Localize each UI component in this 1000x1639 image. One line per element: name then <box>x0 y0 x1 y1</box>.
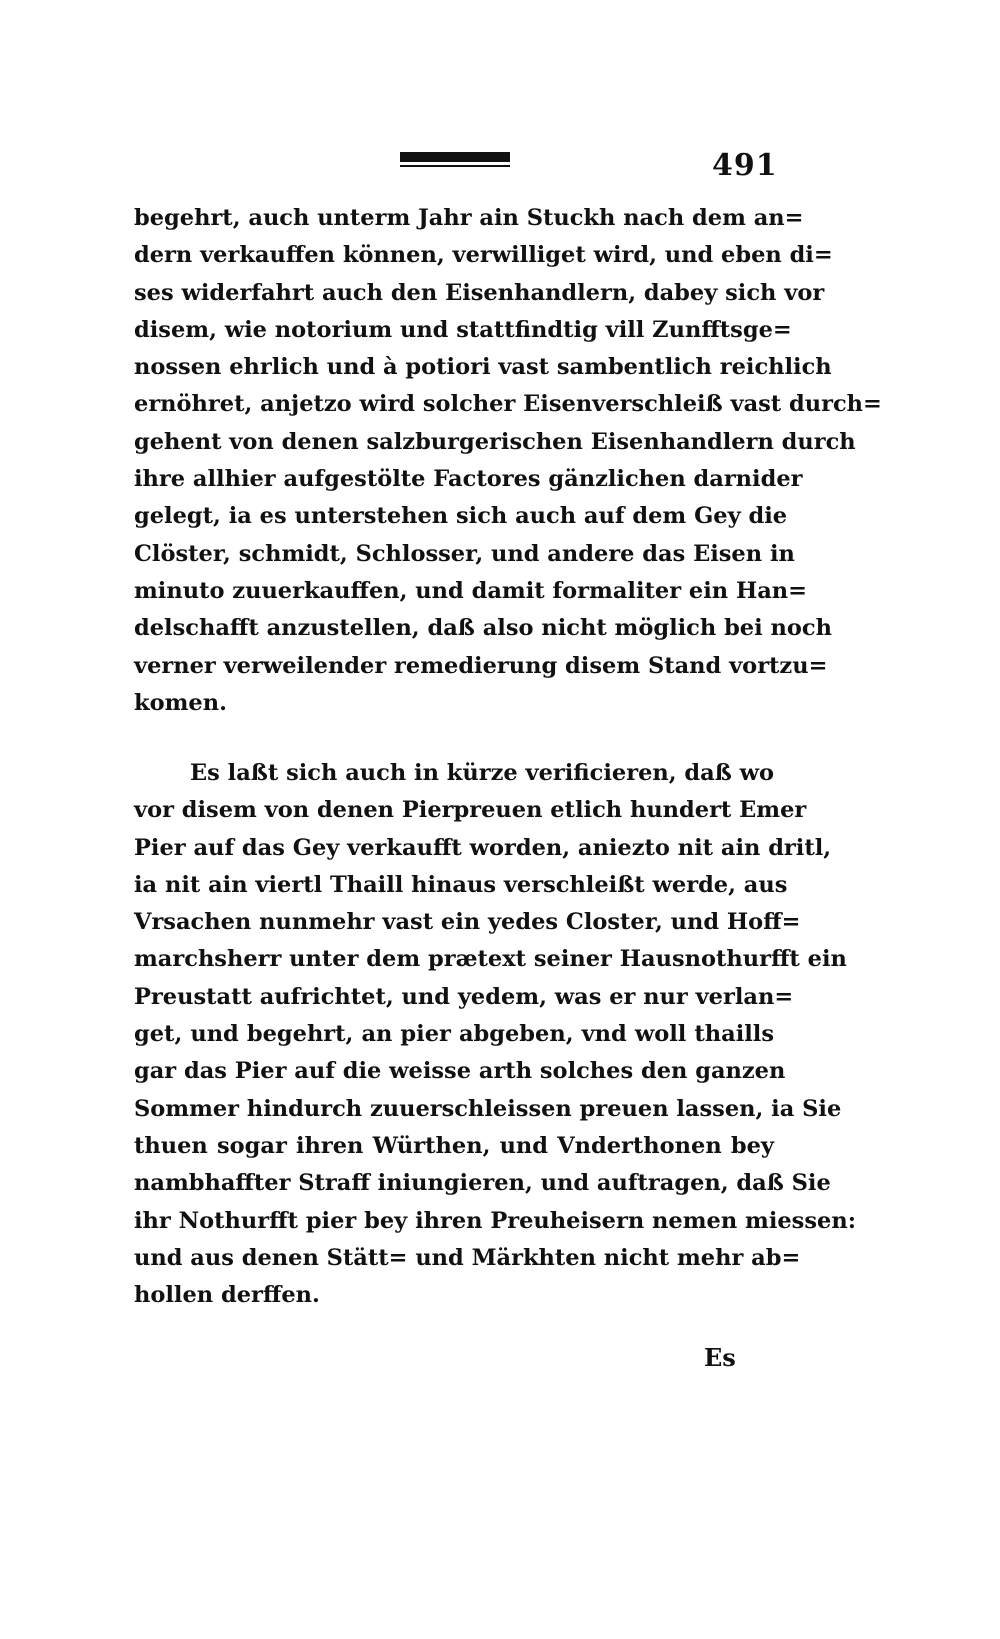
text-line: begehrt, auch unterm Jahr ain Stuckh nach dem an= <box>134 205 804 231</box>
paragraph-1 <box>134 200 882 722</box>
text-line: komen. <box>134 689 227 716</box>
paragraph-2 <box>134 755 856 1314</box>
text-line: Es laßt sich auch in kürze verificieren, daß wo <box>190 760 775 786</box>
text-line: ses widerfahrt auch den Eisenhandlern, dabey sich vor <box>134 279 825 306</box>
text-line: dern verkauffen können, verwilliget wird, und eben di= <box>134 242 833 269</box>
text-line: hollen derffen. <box>134 1282 320 1309</box>
header-rule-thin <box>400 165 510 167</box>
text-line: Preustatt aufrichtet, und yedem, was er nur verlan= <box>134 983 794 1010</box>
text-line: und aus denen Stätt= und Märkhten nicht mehr ab= <box>134 1244 801 1271</box>
text-line: disem, wie notorium und stattfindtig vill Zunfftsge= <box>134 316 792 343</box>
text-line: Clöster, schmidt, Schlosser, und andere das Eisen in <box>134 540 795 567</box>
page-number: 491 <box>712 148 778 183</box>
text-line: Vrsachen nunmehr vast ein yedes Closter, und Hoff= <box>134 909 801 936</box>
text-line: ia nit ain viertl Thaill hinaus verschleißt werde, aus <box>134 871 788 898</box>
text-line: vor disem von denen Pierpreuen etlich hundert Emer <box>134 797 807 824</box>
text-line: ihre allhier aufgestölte Factores gänzlichen darnider <box>134 466 803 493</box>
text-line: ernöhret, anjetzo wird solcher Eisenverschleiß vast durch= <box>134 391 882 418</box>
text-line: gar das Pier auf die weisse arth solches den ganzen <box>134 1058 786 1085</box>
text-line: delschafft anzustellen, daß also nicht möglich bei noch <box>134 615 832 642</box>
text-line: Pier auf das Gey verkaufft worden, aniezto nit ain dritl, <box>134 834 832 861</box>
text-line: ihr Nothurfft pier bey ihren Preuheisern nemen miessen: <box>134 1207 856 1234</box>
text-line: minuto zuuerkauffen, und damit formaliter ein Han= <box>134 577 808 604</box>
text-line: nambhaffter Straff iniungieren, und auftragen, daß Sie <box>134 1170 831 1197</box>
text-line: marchsherr unter dem prætext seiner Hausnothurfft ein <box>134 946 847 973</box>
text-line: Sommer hindurch zuuerschleissen preuen lassen, ia Sie <box>134 1095 842 1122</box>
header-ornament-rule <box>400 152 510 168</box>
text-line: get, und begehrt, an pier abgeben, vnd woll thaills <box>134 1021 774 1048</box>
text-line: verner verweilender remedierung disem Stand vortzu= <box>134 652 828 679</box>
text-line: gelegt, ia es unterstehen sich auch auf dem Gey die <box>134 503 788 530</box>
header-rule-thick <box>400 152 510 162</box>
catchword: Es <box>704 1343 736 1372</box>
text-line: thuen sogar ihren Würthen, und Vnderthonen bey <box>134 1132 774 1159</box>
text-line: gehent von denen salzburgerischen Eisenhandlern durch <box>134 428 856 455</box>
text-line: nossen ehrlich und à potiori vast sambentlich reichlich <box>134 354 832 381</box>
